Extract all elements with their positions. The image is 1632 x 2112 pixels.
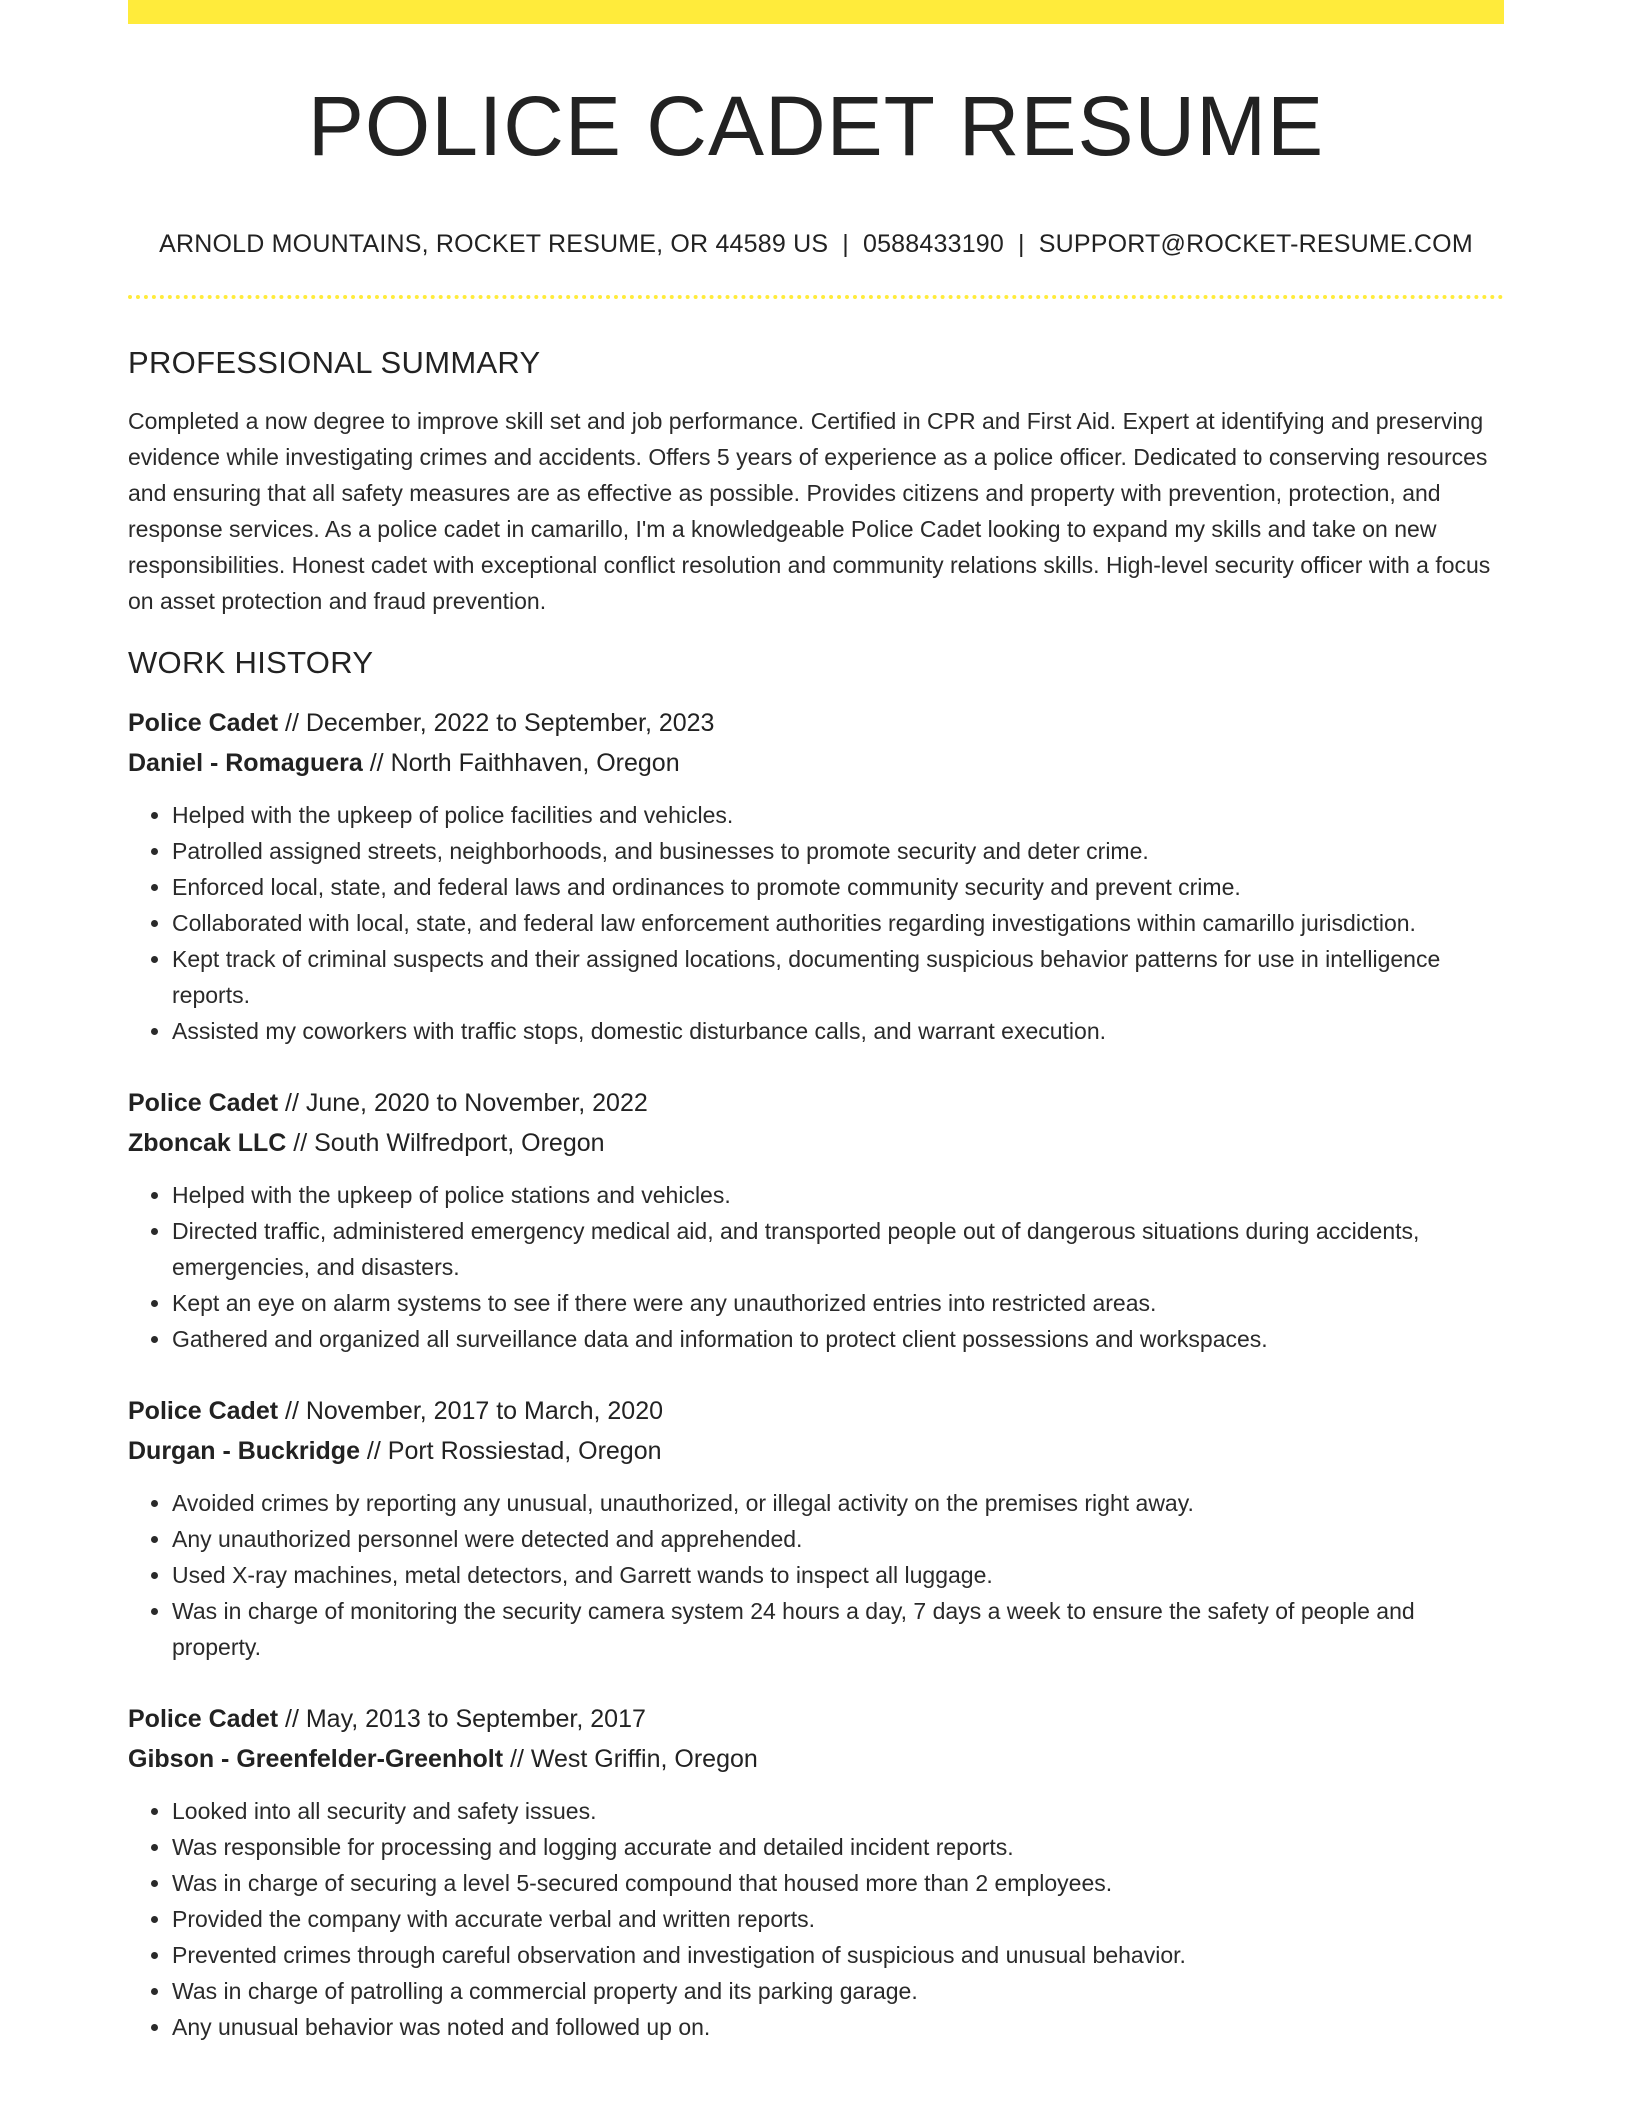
job-location: // West Griffin, Oregon: [503, 1745, 758, 1774]
job-bullet: • Helped with the upkeep of police stations and vehicles.: [172, 1177, 1504, 1213]
job-company-line: [128, 743, 1504, 783]
job-bullet: • Any unauthorized personnel were detected and apprehended.: [172, 1521, 1504, 1557]
job-title-line: [128, 1083, 1504, 1123]
job-title-line: [128, 1391, 1504, 1431]
dotted-divider: [128, 295, 1504, 299]
summary-text: Completed a now degree to improve skill set and job performance. Certified in CPR and First Aid. Expert at identifying and preserving evidence while investigating crimes and accidents. Offers 5 years of experience as a police officer. Dedicated to conserving resources and ensuring that all safety measures are as effective as possible. Provides citizens and property with prevention, protection, and response services. As a police cadet in camarillo, I'm a knowledgeable Police Cadet looking to expand my skills and take on new responsibilities. Honest cadet with exceptional conflict resolution and community relations skills. High-level security officer with a focus on asset protection and fraud prevention.: [128, 408, 1491, 615]
job-title: Police Cadet: [128, 1705, 279, 1734]
contact-phone: 0588433190: [862, 230, 1005, 259]
job-dates: // May, 2013 to September, 2017: [278, 1705, 646, 1734]
job-bullets: [128, 1793, 1504, 2045]
job-bullet: • Kept track of criminal suspects and their assigned locations, documenting suspicious behavior patterns for use in intelligence reports.: [172, 941, 1504, 1013]
job-bullet: • Helped with the upkeep of police facilities and vehicles.: [172, 797, 1504, 833]
contact-address: ARNOLD MOUNTAINS, ROCKET RESUME, OR 44589 US: [159, 230, 829, 259]
job-bullet: • Was in charge of monitoring the security camera system 24 hours a day, 7 days a week to ensure the safety of people and property.: [172, 1593, 1504, 1665]
job-bullet: • Was in charge of securing a level 5-secured compound that housed more than 2 employees.: [172, 1865, 1504, 1901]
job-company: Gibson - Greenfelder-Greenholt: [128, 1745, 504, 1774]
job-bullet: • Avoided crimes by reporting any unusual, unauthorized, or illegal activity on the premises right away.: [172, 1485, 1504, 1521]
job-bullets: [128, 1485, 1504, 1665]
job-entry: [128, 1083, 1504, 1357]
job-bullet: • Was responsible for processing and logging accurate and detailed incident reports.: [172, 1829, 1504, 1865]
job-location: // Port Rossiestad, Oregon: [359, 1437, 662, 1466]
job-dates: // November, 2017 to March, 2020: [278, 1397, 663, 1426]
work-history-heading: WORK HISTORY: [128, 645, 374, 681]
job-bullet: • Was in charge of patrolling a commercial property and its parking garage.: [172, 1973, 1504, 2009]
job-title: Police Cadet: [128, 1397, 279, 1426]
job-bullets: [128, 797, 1504, 1049]
job-entry: [128, 1391, 1504, 1665]
job-bullet: • Assisted my coworkers with traffic stops, domestic disturbance calls, and warrant execution.: [172, 1013, 1504, 1049]
job-company: Durgan - Buckridge: [128, 1437, 360, 1466]
contact-line: [128, 230, 1504, 259]
job-title: Police Cadet: [128, 1089, 279, 1118]
job-bullet: • Used X-ray machines, metal detectors, and Garrett wands to inspect all luggage.: [172, 1557, 1504, 1593]
job-location: // North Faithhaven, Oregon: [362, 749, 680, 778]
contact-separator: |: [1018, 230, 1025, 259]
job-bullet: • Any unusual behavior was noted and followed up on.: [172, 2009, 1504, 2045]
job-dates: // June, 2020 to November, 2022: [278, 1089, 648, 1118]
job-entry: [128, 703, 1504, 1049]
accent-bar: [128, 0, 1504, 24]
job-bullet: • Kept an eye on alarm systems to see if there were any unauthorized entries into restricted areas.: [172, 1285, 1504, 1321]
job-location: // South Wilfredport, Oregon: [286, 1129, 605, 1158]
job-company-line: [128, 1739, 1504, 1779]
job-company: Zboncak LLC: [128, 1129, 287, 1158]
contact-separator: |: [842, 230, 849, 259]
job-bullets: [128, 1177, 1504, 1357]
job-bullet: • Prevented crimes through careful observation and investigation of suspicious and unusual behavior.: [172, 1937, 1504, 1973]
job-bullet: • Gathered and organized all surveillance data and information to protect client possessions and workspaces.: [172, 1321, 1504, 1357]
job-title-line: [128, 1699, 1504, 1739]
job-bullet: • Provided the company with accurate verbal and written reports.: [172, 1901, 1504, 1937]
resume-page: [128, 0, 1504, 2045]
job-dates: // December, 2022 to September, 2023: [278, 709, 715, 738]
summary-heading: PROFESSIONAL SUMMARY: [128, 345, 541, 381]
job-company-line: [128, 1123, 1504, 1163]
job-bullet: • Directed traffic, administered emergency medical aid, and transported people out of dangerous situations during accidents, emergencies, and disasters.: [172, 1213, 1504, 1285]
job-entry: [128, 1699, 1504, 2045]
job-company: Daniel - Romaguera: [128, 749, 363, 778]
job-bullet: • Enforced local, state, and federal laws and ordinances to promote community security and prevent crime.: [172, 869, 1504, 905]
job-bullet: • Collaborated with local, state, and federal law enforcement authorities regarding investigations within camarillo jurisdiction.: [172, 905, 1504, 941]
job-title-line: [128, 703, 1504, 743]
job-bullet: • Looked into all security and safety issues.: [172, 1793, 1504, 1829]
contact-email[interactable]: SUPPORT@ROCKET-RESUME.COM: [1038, 230, 1473, 259]
page-title: POLICE CADET RESUME: [307, 79, 1325, 173]
job-bullet: • Patrolled assigned streets, neighborhoods, and businesses to promote security and deter crime.: [172, 833, 1504, 869]
job-title: Police Cadet: [128, 709, 279, 738]
job-company-line: [128, 1431, 1504, 1471]
